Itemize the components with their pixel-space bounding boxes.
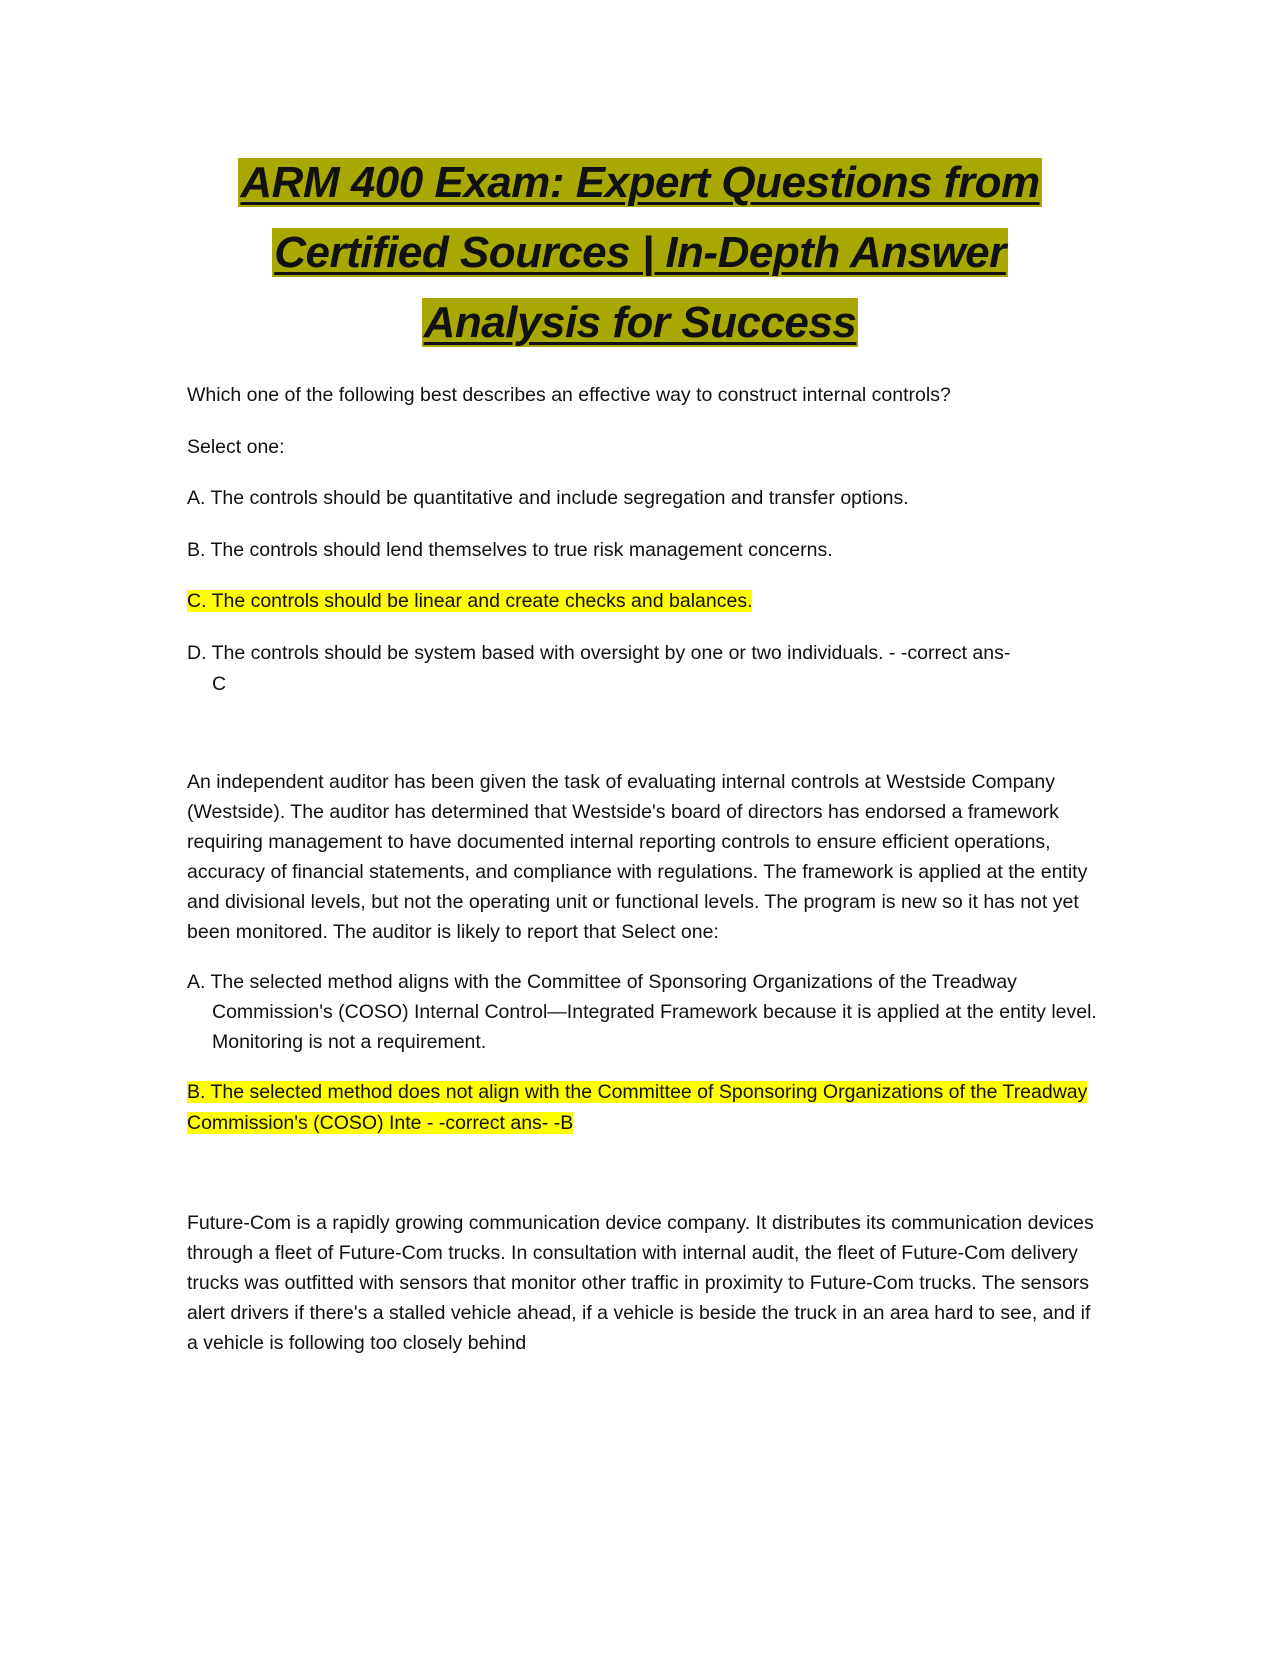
question-3-text: Future-Com is a rapidly growing communication device company. It distributes its communication devices through a fleet of Future-Com trucks. In consultation with internal audit, the fleet of Future-Com delivery trucks was outfitted with sensors that monitor other traffic in proximity to Future-Com trucks. The sensors alert drivers if there's a stalled vehicle ahead, if a vehicle is beside the truck in an area hard to see, and if a vehicle is following too closely behind	[187, 1211, 1094, 1354]
question-1-option-a: A. The controls should be quantitative and include segregation and transfer options.	[187, 487, 909, 509]
question-1-text: Which one of the following best describes an effective way to construct internal controls?	[187, 384, 951, 406]
question-1-option-b: B. The controls should lend themselves to true risk management concerns.	[187, 538, 833, 561]
answer-highlight: B. The selected method does not align with the Committee of Sponsoring Organizations of the Treadway Commission's (COSO) Inte - -correct ans- -B	[187, 1080, 1088, 1134]
question-1-option-d: D. The controls should be system based with oversight by one or two individuals. - -correct ans-	[187, 641, 1011, 664]
question-1-option-c-correct	[187, 586, 1097, 618]
question-1-select-prompt: Select one:	[187, 435, 285, 458]
document-body	[187, 380, 1097, 1358]
question-2-text: An independent auditor has been given the task of evaluating internal controls at Westside Company (Westside). The auditor has determined that Westside's board of directors has endorsed a framework requiring management to have documented internal reporting controls to ensure efficient operations, accuracy of financial statements, and compliance with regulations. The framework is applied at the entity and divisional levels, but not the operating unit or functional levels. The program is new so it has not yet been monitored. The auditor is likely to report that Select one:	[187, 770, 1088, 943]
question-2-option-a: A. The selected method aligns with the Committee of Sponsoring Organizations of the Treadway Commission's (COSO) Internal Control—Integrated Framework because it is applied at the entity level. Monitoring is not a requirement.	[187, 970, 1097, 1053]
title-line-1: ARM 400 Exam: Expert Questions from	[240, 158, 1040, 207]
question-2-option-b-correct	[187, 1077, 1097, 1140]
document-title	[150, 148, 1130, 358]
question-1-answer: C	[212, 673, 227, 695]
title-line-2: Certified Sources | In-Depth Answer	[274, 228, 1006, 277]
answer-highlight: C. The controls should be linear and create checks and balances.	[187, 590, 753, 612]
title-line-3: Analysis for Success	[423, 298, 857, 347]
